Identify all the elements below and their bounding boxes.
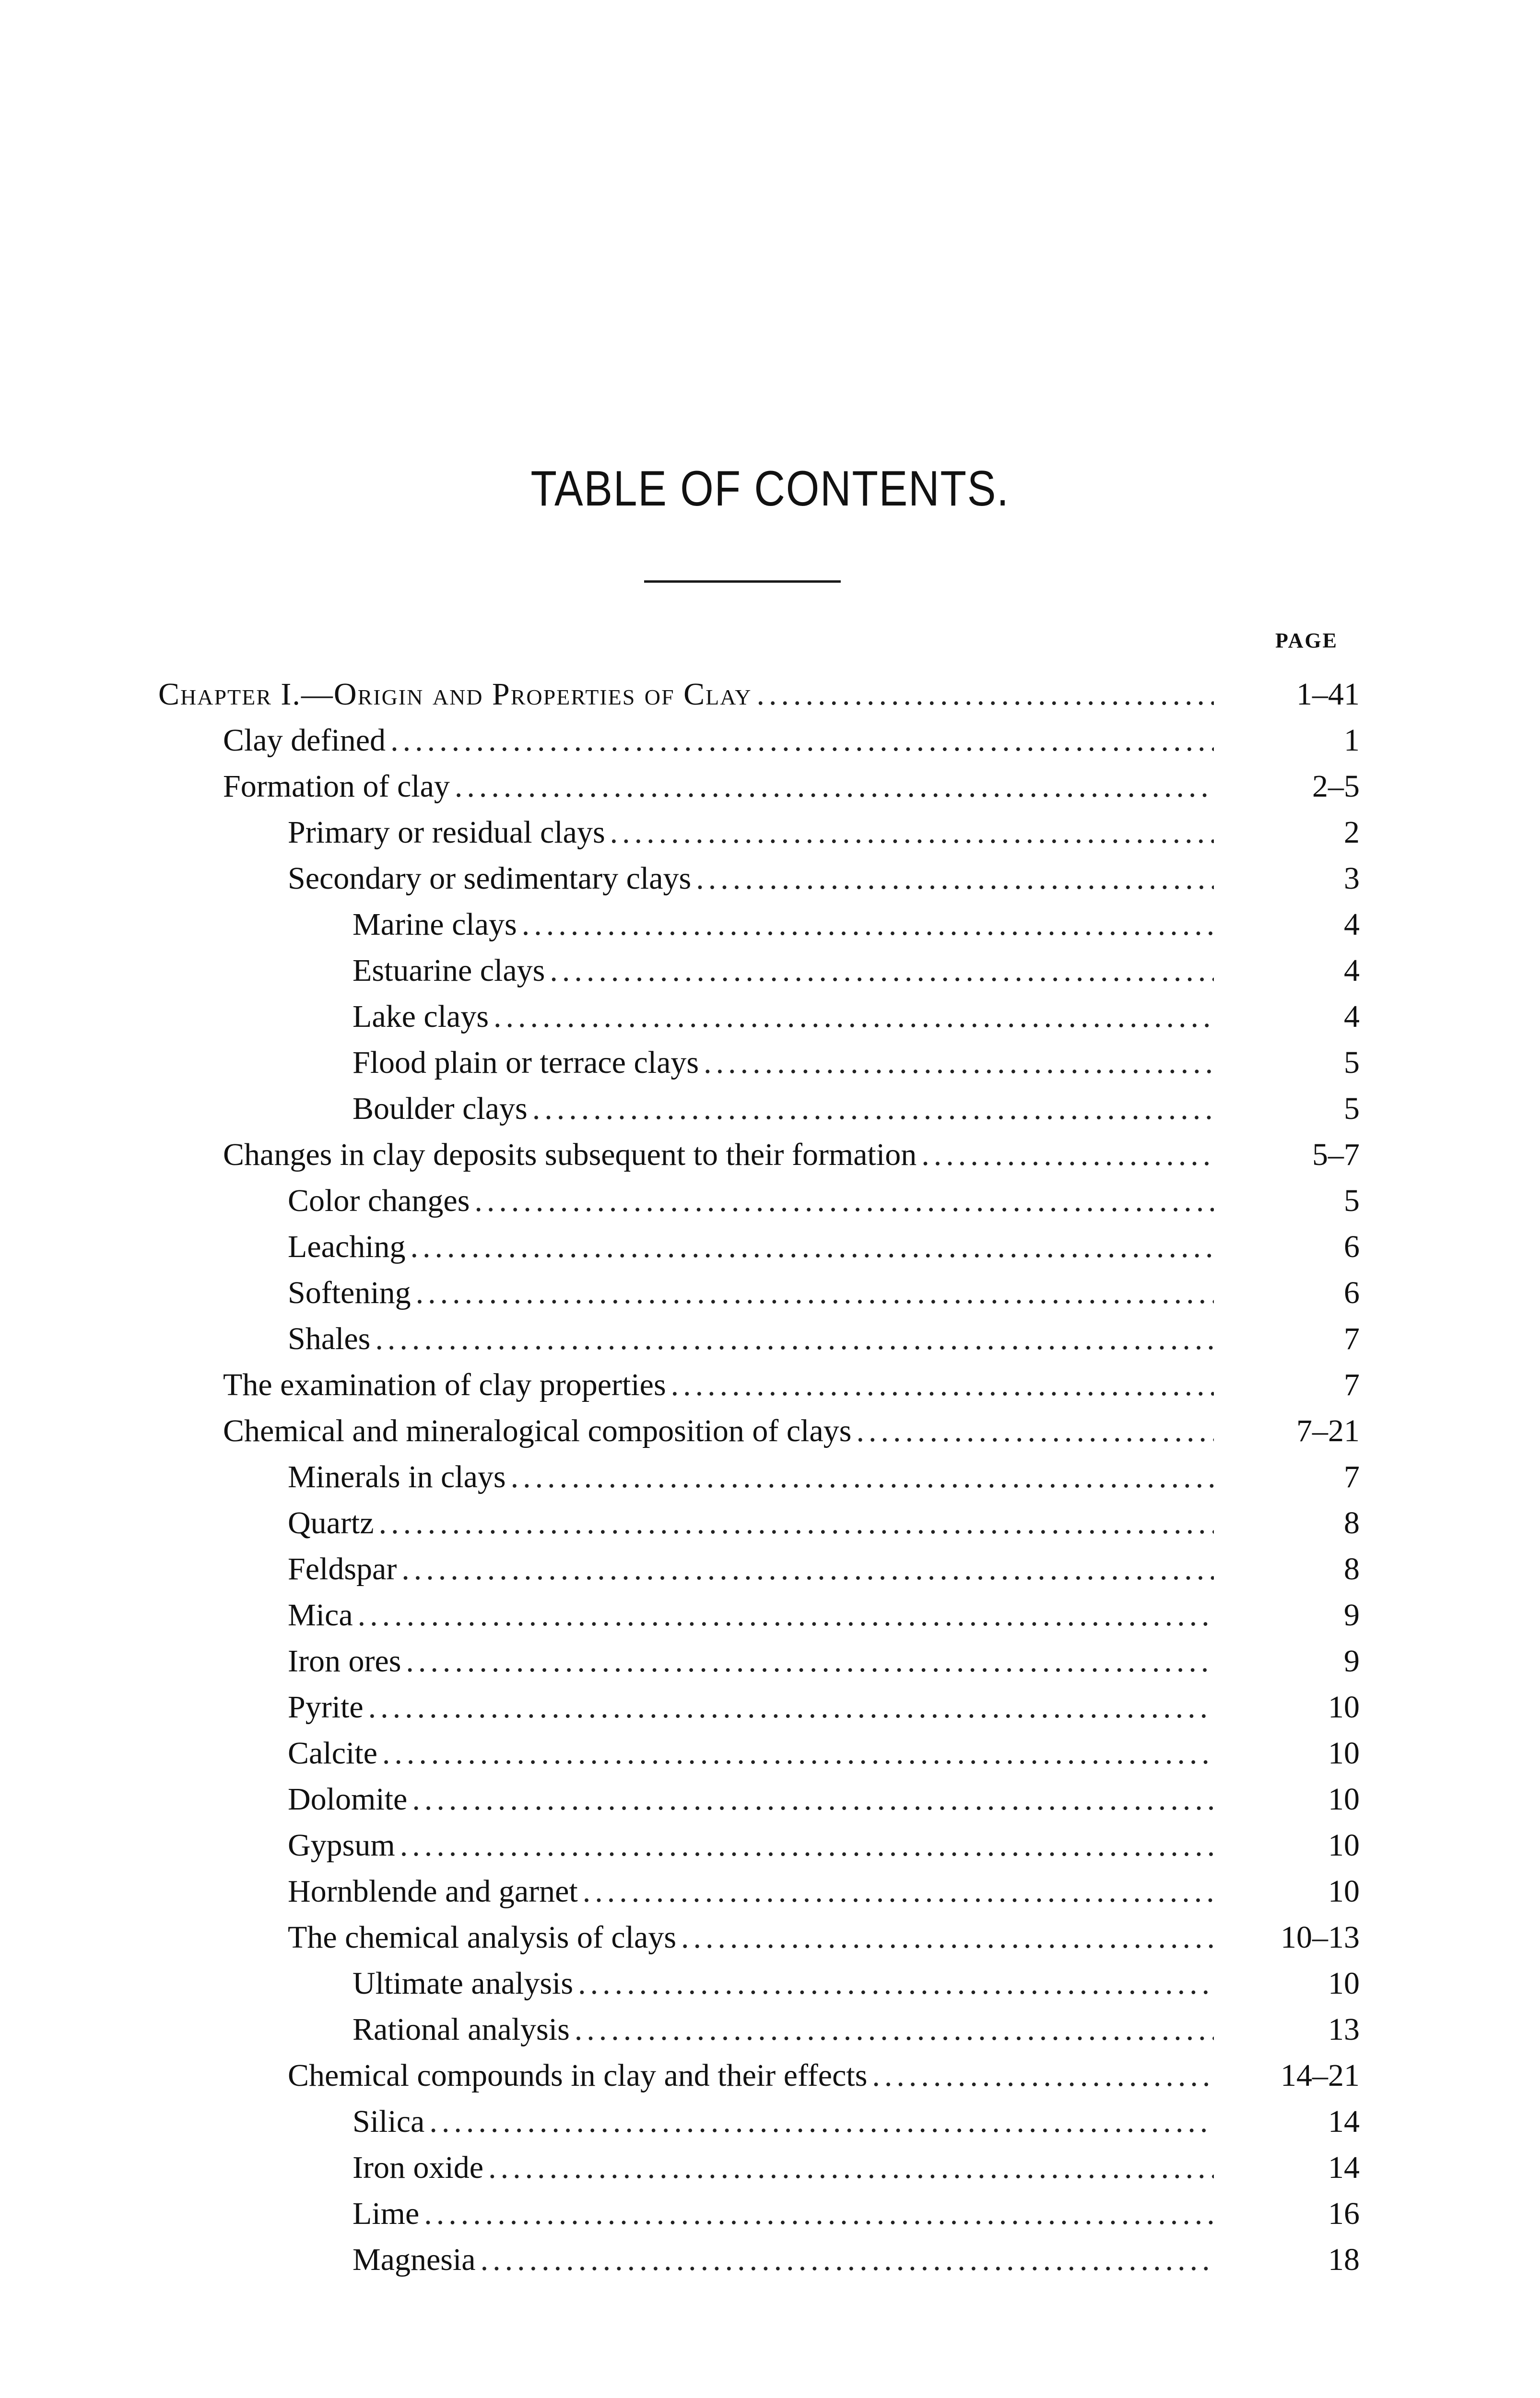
toc-entry-page-number: 6	[1344, 1229, 1360, 1264]
toc-entry-label: Primary or residual clays	[288, 815, 605, 850]
toc-entry-label: Changes in clay deposits subsequent to their formation	[223, 1137, 917, 1172]
toc-entry-page-number: 14–21	[1281, 2058, 1360, 2093]
toc-entry-label: Iron ores	[288, 1644, 401, 1679]
leader-dots	[411, 1224, 1214, 1270]
leader-dots	[488, 2145, 1214, 2191]
toc-entry-page-number: 14	[1328, 2104, 1360, 2139]
toc-entry-label: Leaching	[288, 1229, 406, 1264]
toc-entry-label: Quartz	[288, 1505, 374, 1540]
toc-entry-label: Estuarine clays	[353, 953, 545, 988]
toc-entry-label: Chapter I.—Origin and Properties of Clay	[158, 677, 752, 712]
toc-entry-label: Minerals in clays	[288, 1459, 506, 1494]
toc-entry[interactable]	[353, 2237, 1360, 2283]
toc-entry-page-number: 7–21	[1296, 1413, 1360, 1448]
leader-dots	[412, 1776, 1214, 1822]
toc-entry-page-number: 8	[1344, 1505, 1360, 1540]
toc-entry-page-number: 4	[1344, 907, 1360, 942]
toc-entry-page-number: 3	[1344, 861, 1360, 896]
toc-entry[interactable]	[288, 1592, 1360, 1638]
toc-entry[interactable]	[288, 810, 1360, 856]
toc-entry-page-number: 8	[1344, 1552, 1360, 1587]
title-divider	[644, 580, 841, 583]
toc-entry-label: Gypsum	[288, 1828, 395, 1863]
toc-entry[interactable]	[353, 1040, 1360, 1086]
toc-entry[interactable]	[288, 1776, 1360, 1822]
toc-entry-page-number: 5	[1344, 1091, 1360, 1126]
toc-entry-page-number: 14	[1328, 2150, 1360, 2185]
toc-entry-page-number: 10	[1328, 1874, 1360, 1909]
leader-dots	[455, 764, 1214, 810]
toc-entry-page-number: 5–7	[1312, 1137, 1360, 1172]
toc-entry-page-number: 1	[1344, 723, 1360, 758]
toc-entry-label: Secondary or sedimentary clays	[288, 861, 692, 896]
toc-entry-label: Magnesia	[353, 2242, 476, 2277]
leader-dots	[704, 1040, 1214, 1086]
toc-entry[interactable]	[353, 948, 1360, 994]
toc-entry-label: Lake clays	[353, 999, 489, 1034]
toc-entry-page-number: 10	[1328, 1828, 1360, 1863]
toc-entry-page-number: 10	[1328, 1736, 1360, 1771]
toc-entry[interactable]	[223, 764, 1360, 810]
toc-entry-page-number: 10–13	[1281, 1920, 1360, 1955]
toc-entry-page-number: 18	[1328, 2242, 1360, 2277]
leader-dots	[368, 1684, 1214, 1730]
toc-entry-label: Boulder clays	[353, 1091, 528, 1126]
leader-dots	[400, 1822, 1214, 1869]
toc-entry-label: Feldspar	[288, 1552, 397, 1587]
toc-entry-label: The examination of clay properties	[223, 1367, 666, 1402]
leader-dots	[358, 1592, 1214, 1638]
toc-entry-label: Mica	[288, 1598, 353, 1633]
leader-dots	[494, 994, 1214, 1040]
leader-dots	[583, 1869, 1214, 1915]
toc-entry-page-number: 9	[1344, 1644, 1360, 1679]
toc-entry-page-number: 6	[1344, 1275, 1360, 1310]
toc-entry[interactable]	[223, 717, 1360, 764]
leader-dots	[424, 2191, 1214, 2237]
toc-entry-page-number: 5	[1344, 1045, 1360, 1080]
toc-entry-page-number: 10	[1328, 1690, 1360, 1725]
leader-dots	[382, 1730, 1214, 1776]
toc-entry[interactable]	[288, 1822, 1360, 1869]
toc-entry[interactable]	[288, 1546, 1360, 1592]
page-title: TABLE OF CONTENTS.	[530, 461, 1010, 517]
toc-entry-label: Ultimate analysis	[353, 1966, 574, 2001]
leader-dots	[375, 1316, 1214, 1362]
toc-entry-label: Chemical and mineralogical composition of clays	[223, 1413, 852, 1448]
toc-entry-label: Rational analysis	[353, 2012, 570, 2047]
toc-entry[interactable]	[288, 1638, 1360, 1684]
leader-dots	[578, 1961, 1214, 2007]
leader-dots	[522, 902, 1214, 948]
toc-entry-label: Lime	[353, 2196, 420, 2231]
toc-entry-label: Iron oxide	[353, 2150, 484, 2185]
toc-entry-label: Hornblende and garnet	[288, 1874, 578, 1909]
leader-dots	[681, 1915, 1214, 1961]
toc-entry[interactable]	[288, 1869, 1360, 1915]
toc-entry-label: Flood plain or terrace clays	[353, 1045, 699, 1080]
toc-entry[interactable]	[223, 1408, 1360, 1454]
toc-entry[interactable]	[288, 1915, 1360, 1961]
toc-entry[interactable]	[288, 1270, 1360, 1316]
toc-entry-label: Marine clays	[353, 907, 517, 942]
toc-entry[interactable]	[353, 1086, 1360, 1132]
leader-dots	[696, 856, 1214, 902]
toc-entry-label: Silica	[353, 2104, 425, 2139]
leader-dots	[921, 1132, 1214, 1178]
toc-entry-page-number: 7	[1344, 1321, 1360, 1356]
toc-entry-page-number: 5	[1344, 1183, 1360, 1218]
leader-dots	[406, 1638, 1214, 1684]
toc-entry-page-number: 1–41	[1296, 677, 1360, 712]
toc-entry[interactable]	[288, 1454, 1360, 1500]
toc-entry-page-number: 9	[1344, 1598, 1360, 1633]
toc-entry-page-number: 7	[1344, 1367, 1360, 1402]
toc-entry-label: Calcite	[288, 1736, 377, 1771]
toc-entry-page-number: 10	[1328, 1966, 1360, 2001]
leader-dots	[474, 1178, 1214, 1224]
leader-dots	[429, 2099, 1214, 2145]
leader-dots	[575, 2007, 1214, 2053]
leader-dots	[756, 671, 1214, 717]
toc-entry[interactable]	[223, 1132, 1360, 1178]
toc-entry-label: Dolomite	[288, 1782, 408, 1817]
toc-entry[interactable]	[223, 1362, 1360, 1408]
toc-entry-label: Clay defined	[223, 723, 386, 758]
toc-entry-page-number: 10	[1328, 1782, 1360, 1817]
toc-entry[interactable]	[353, 1961, 1360, 2007]
toc-entry-label: The chemical analysis of clays	[288, 1920, 677, 1955]
leader-dots	[481, 2237, 1214, 2283]
leader-dots	[610, 810, 1214, 856]
leader-dots	[379, 1500, 1214, 1546]
toc-entry[interactable]	[288, 1224, 1360, 1270]
toc-entry-label: Formation of clay	[223, 769, 450, 804]
toc-entry-page-number: 2–5	[1312, 769, 1360, 804]
leader-dots	[390, 717, 1214, 764]
toc-entry[interactable]	[288, 1316, 1360, 1362]
toc-entry[interactable]	[288, 1500, 1360, 1546]
toc-entry[interactable]	[158, 671, 1360, 717]
toc-entry[interactable]	[353, 2191, 1360, 2237]
leader-dots	[671, 1362, 1214, 1408]
leader-dots	[511, 1454, 1214, 1500]
leader-dots	[416, 1270, 1214, 1316]
toc-entry-label: Pyrite	[288, 1690, 364, 1725]
toc-entry-label: Color changes	[288, 1183, 470, 1218]
toc-entry[interactable]	[353, 2007, 1360, 2053]
toc-entry[interactable]	[288, 1178, 1360, 1224]
toc-entry-page-number: 4	[1344, 999, 1360, 1034]
toc-entry-page-number: 2	[1344, 815, 1360, 850]
leader-dots	[856, 1408, 1214, 1454]
toc-entry[interactable]	[353, 994, 1360, 1040]
toc-entry[interactable]	[353, 2099, 1360, 2145]
toc-entry[interactable]	[353, 902, 1360, 948]
toc-entry[interactable]	[288, 856, 1360, 902]
toc-entry[interactable]	[353, 2145, 1360, 2191]
toc-entry-page-number: 13	[1328, 2012, 1360, 2047]
toc-entry-label: Softening	[288, 1275, 411, 1310]
toc-entry[interactable]	[288, 1684, 1360, 1730]
toc-entry-page-number: 7	[1344, 1459, 1360, 1494]
toc-entry-page-number: 4	[1344, 953, 1360, 988]
toc-entry[interactable]	[288, 2053, 1360, 2099]
toc-entry-page-number: 16	[1328, 2196, 1360, 2231]
leader-dots	[532, 1086, 1214, 1132]
leader-dots	[550, 948, 1214, 994]
toc-entry-label: Shales	[288, 1321, 371, 1356]
page-column-heading: PAGE	[1275, 629, 1338, 652]
toc-entry-label: Chemical compounds in clay and their effects	[288, 2058, 868, 2093]
leader-dots	[872, 2053, 1214, 2099]
leader-dots	[401, 1546, 1214, 1592]
toc-entry[interactable]	[288, 1730, 1360, 1776]
